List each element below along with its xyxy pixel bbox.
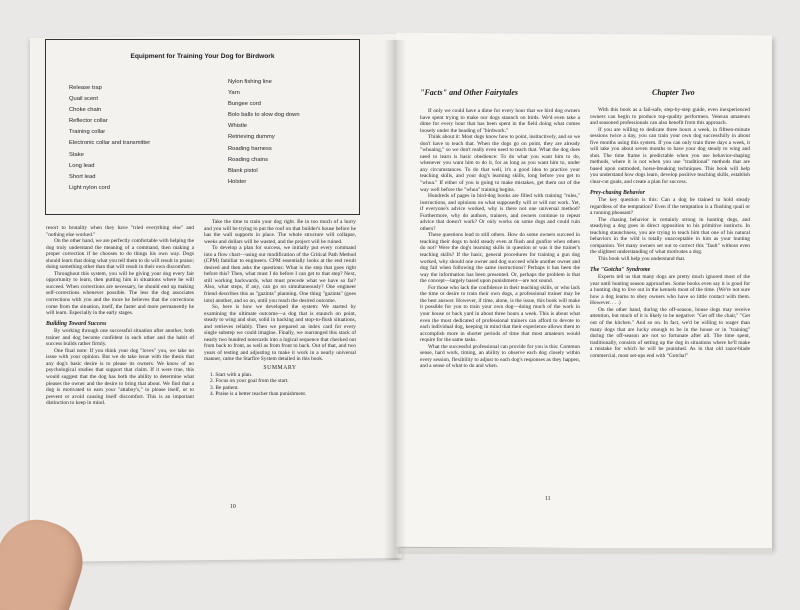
- paragraph: By working through one successful situation after another, both trainer and dog become confident in each other and the habit of success builds rather firmly.: [46, 328, 194, 348]
- paragraph: Think about it: Most dogs know how to point, instinctively, and so we don't have to teach that. When the dogs go on point, they are already "whoaing," so we don't really even need to teach that. What the dog does need to learn is basic obedience: To do what you want him to do, whenever you want him to do it, for as long as you want him to, under any circumstances. To do that well, it's a good idea to practice your teaching skills, and your dog's learning skills, long before you get to "whoa." If either of you is going to make mistakes, get them out of the way well before the "whoa" training begins.: [420, 134, 580, 193]
- paragraph: These questions lead to still others. How do some owners succeed in teaching their dogs to hold steady even at flush and gunfire when others do not? Were the dog's learning skills in question or was it the trainer's teaching skills? If the basic, general procedures for training a gun dog worked, why should one owner and dog succeed while another owner and dog fail when following the same instructions? Perhaps it has been the way the information has been presented. Or, perhaps the problem is that the concept—largely based upon punishment—are not sound.: [420, 232, 580, 285]
- section-heading: The "Gotcha" Syndrome: [590, 266, 651, 273]
- paragraph: Experts tell us that many dogs are pretty much ignored most of the year until hunting season approaches. Some books even say it is good for a hunting dog to live out in the kennels most of the time. (We're not sure how a dog learns to obey owners who have so little contact with them. However. . . .): [590, 274, 750, 307]
- paragraph: The key question is this: Can a dog be trained to hold steady regardless of the temptation? Even if the temptation is a flushing quail or a running pheasant?: [590, 197, 750, 217]
- right-page-column-1: [420, 108, 580, 370]
- equipment-item: Long lead: [69, 162, 95, 169]
- page-number-left: 10: [230, 504, 236, 510]
- paragraph: If you are willing to dedicate three hours a week, in fifteen-minute sessions twice a day, you can train your own dog successfully in about five months using this system. If you can only train three days a week, it will take you about seven months to have your dog steady to wing and shot. The time frame is predictable when you use behavior-shaping methods, where it is not when you use "traditional" methods that are based upon outmoded, horse-breaking techniques. This book will help you understand how dogs learn, develop positive teaching skills, establish clear-cut goals, and create a plan for success.: [590, 126, 750, 186]
- equipment-item: Retrieving dummy: [228, 134, 275, 141]
- paragraph: On the other hand, we are perfectly comfortable with helping the dog truly understand the meaning of a command, then making a proper correction if he chooses to do things his own way. Dogs should learn that doing what you tell them to do will result in praise; doing something other than that will result in their own discomfort.: [46, 238, 194, 271]
- equipment-list-left: [69, 83, 150, 194]
- paragraph: So, here is how we developed the system: We started by examining the ultimate outcome—a dog that is staunch on point, steady to wing and shot, solid in backing and stop-to-flush situations, and retrieves reliably. Then we prepared an index card for every single substep we could imagine. Finally, we rearranged this stack of nearly two hundred notecards into a logical sequence that checked out from back to front, as well as from front to back. Out of that, and two years of testing and adjusting to make it work in a nearly universal manner, came the Starfire System detailed in this book.: [204, 304, 356, 363]
- equipment-item: Bungee cord: [228, 101, 261, 108]
- equipment-item: Whistle: [228, 123, 248, 130]
- paragraph: On the other hand, during the off-season, house dogs may receive attention, but much of it is likely to be negative: "Get off the chair," "Get out of the kitchen." And so on. In fact, we'd be willing to wager than many dogs that are lucky enough to be in the house or in "training" during the off-season are not so fortunate after all. The time spent, traditionally, consists of setting up the dog in situations where he'll make a mistake for which he will be punished. As in that old razor-blade commercial, most set-ups end with "Gotcha!": [590, 306, 750, 359]
- page-number-right: 11: [545, 496, 551, 502]
- equipment-item: Roading harness: [228, 145, 272, 152]
- equipment-item: Short lead: [69, 173, 96, 180]
- section-heading: Building Toward Success: [46, 320, 107, 327]
- paragraph: One final note: If you think your dog "loves" you, we take no issue with your opinion. But we do take issue with the thesis that any dog's basic desire is to please its owners. We know of no psychological studies that support that claim. If it were true, this would suggest that the dog has both the ability to determine what pleases the owner and the desire to bring that about. We find that a dog is motivated to earn your "attaboy's," to please itself, or to prevent or avoid causing itself discomfort. This is an important distinction to keep in mind.: [46, 347, 194, 407]
- paragraph: If only we could have a dime for every hour that we bird dog owners have spent trying to make our dogs staunch on birds. We'd even take a dime for every hour that has been spent in the field doing what comes loosely under the heading of "birdwork.": [420, 108, 580, 134]
- summary-list: [204, 372, 356, 398]
- equipment-item: Stake: [69, 151, 84, 158]
- left-page-column-1: [46, 225, 194, 407]
- paragraph: This book will help you understand that.: [598, 256, 686, 263]
- equipment-item: Release trap: [69, 85, 102, 91]
- left-page-column-2: [204, 219, 356, 398]
- equipment-box: [45, 39, 360, 215]
- equipment-item: Roading chains: [228, 156, 268, 163]
- paragraph: With this book as a fail-safe, step-by-step guide, even inexperienced owners can begin to produce top-quality performers. Veteran amateurs and seasoned professionals can also benefit from this approach.: [590, 107, 750, 127]
- equipment-item: Bolo balls to slow dog down: [228, 112, 300, 119]
- right-page-column-2: [590, 107, 750, 359]
- equipment-item: Blank pistol: [228, 167, 258, 174]
- equipment-item: Training collar: [69, 129, 106, 136]
- chapter-title: Chapter Two: [652, 88, 695, 97]
- paragraph: Take the time to train your dog right. Be in too much of a hurry and you will be trying to put the roof on that builder's house before he has the wall supports in place. The whole structure will collapse, weeks and dollars will be wasted, and the project will be ruined.: [204, 219, 356, 245]
- section-heading: Prey-chasing Behavior: [590, 189, 645, 196]
- equipment-item: Yarn: [228, 90, 240, 97]
- paragraph: Throughout this system, you will be giving your dog every fair opportunity to learn, then putting him in situations where he will succeed. When corrections are necessary, he should end up making self-corrections whenever possible. The less the dog associates corrections with you and the more he believes that the corrections come from the situation, itself, the faster and more permanently he will learn. Especially in the early stages.: [46, 270, 194, 317]
- equipment-item: Reflector collar: [69, 118, 108, 125]
- equipment-item: Electronic collar and transmitter: [69, 140, 151, 147]
- book-gutter: [384, 40, 406, 560]
- equipment-title: Equipment for Training Your Dog for Birdwork: [130, 53, 275, 60]
- summary-item: 1. Start with a plan.: [210, 371, 253, 378]
- summary-heading: SUMMARY: [263, 365, 297, 372]
- running-title: "Facts" and Other Fairytales: [420, 88, 518, 97]
- paragraph: To develop a plan for success, we initially put every command into a flow chart—using our modification of the Critical Path Method (CPM) familiar to engineers. CPM essentially looks at the end result desired and then asks the questions: What is the step that goes right before this? Then, what must I do before I can get to that step? Next, still working backwards, what must precede what we have so far? Also, what steps, if any, can go on simultaneously? One engineer friend describes this as "gazinta" planning. One thing "gazinta" (goes into) another, and so on, until you reach the desired outcome.: [204, 245, 356, 304]
- equipment-item: Light nylon cord: [69, 184, 110, 191]
- equipment-item: Holster: [228, 178, 247, 185]
- page-edge: [398, 548, 772, 554]
- paragraph: What the successful professional can provide for you is this: Common sense, hard work, timing, an ability to observe each dog closely within every session, flexibility to adjust to each dog's responses as they happen, and a sense of what to do and when.: [420, 343, 580, 370]
- equipment-item: Quail scent: [69, 96, 98, 103]
- paragraph: The chasing behavior is certainly strong in hunting dogs, and steadying a dog goes in direct opposition to his primitive instincts. In teaching staunchness, you are trying to teach him that one of his natural behaviors in the wild is totally unacceptable in him as your hunting companion. Yet many owners set out to correct this "fault" without even the slightest understanding of what motivates a dog.: [590, 216, 750, 256]
- paragraph: Hundreds of pages in bird-dog books are filled with training "rules," instructions, and opinions on what supposedly will or will not work. Yet, if everyone's advice worked, why is there not one universal method? Furthermore, why do authors, trainers, and owners continue to repeat advice that doesn't work? Or only works on some dogs and could ruin others?: [420, 193, 580, 232]
- equipment-list-right: [228, 77, 300, 188]
- paragraph: For those who lack the confidence in their teaching skills, or who lack the time or desire to train their own dogs, a professional trainer may be the best answer. However, if time, alone, is the issue, this book will make it possible for you to train your own dog—doing much of the work in your house or back yard in about three hours a week. This is about what even the most dedicated of professional trainers can afford to devote to each individual dog, keeping in mind that their experience allows them to accomplish more in shorter periods of time that most amateurs would require for the same tasks.: [420, 284, 580, 344]
- summary-item: 3. Be patient.: [210, 384, 239, 391]
- equipment-item: Nylon fishing line: [228, 79, 272, 85]
- summary-item: 2. Focus on your goal from the start.: [210, 378, 289, 385]
- equipment-item: Choke chain: [69, 107, 102, 114]
- paragraph: resort to brutality when they have "tried everything else" and "nothing else worked.": [46, 225, 194, 238]
- summary-item: 4. Praise is a better teacher than punishment.: [210, 391, 307, 398]
